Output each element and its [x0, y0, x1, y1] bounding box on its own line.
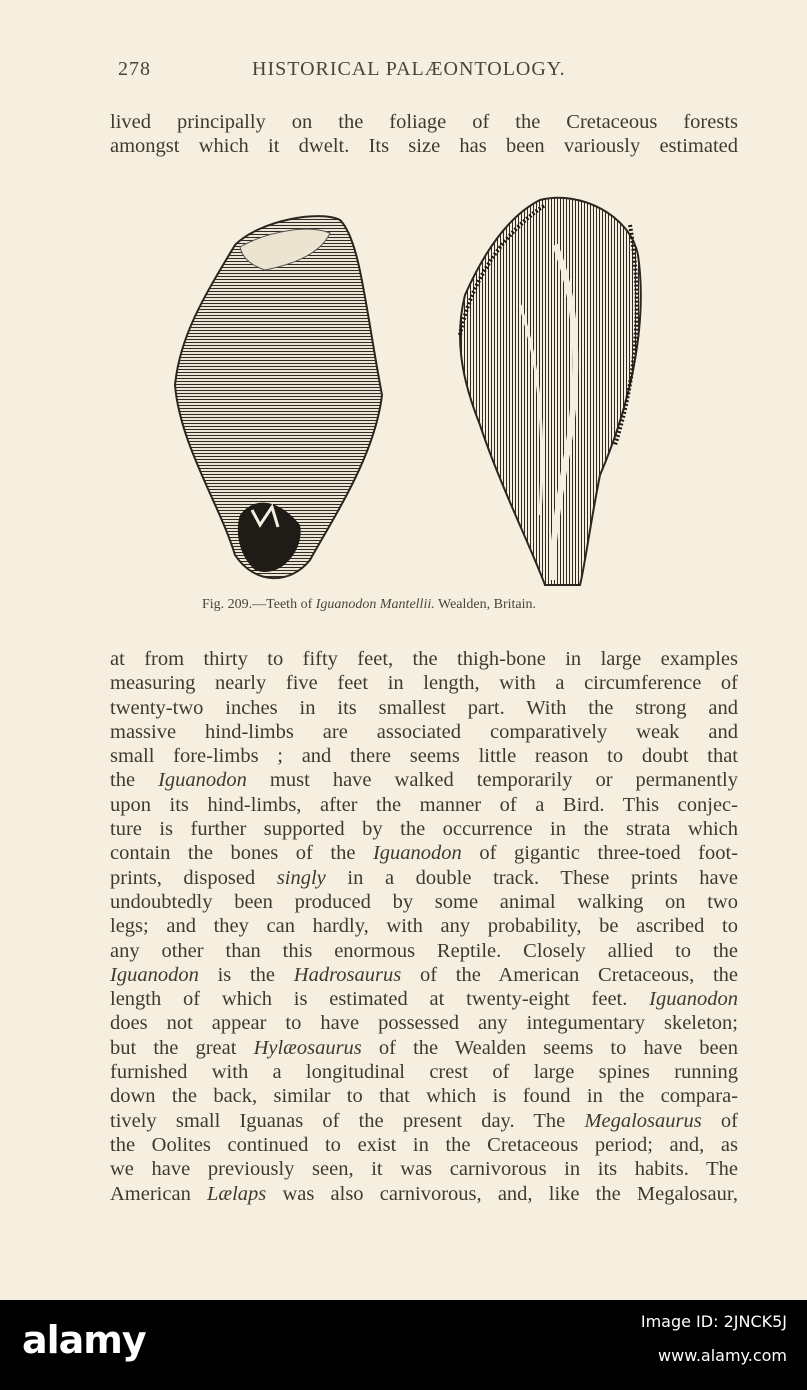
text-segment: any other than this enormous Reptile. Closely allied to the — [110, 939, 738, 962]
text-segment: massive hind-limbs are associated comparatively weak and — [110, 720, 738, 743]
text-line — [110, 1157, 738, 1181]
text-segment: furnished with a longitudinal crest of large spines running — [110, 1061, 738, 1084]
text-line — [110, 890, 738, 914]
running-title: HISTORICAL PALÆONTOLOGY. — [252, 58, 566, 80]
text-line: lived principally on the foliage of the Cretaceous forests — [110, 111, 738, 133]
text-segment: length of which is estimated at twenty-eight feet. — [110, 988, 650, 1011]
text-segment: was also carnivorous, and, like the Megalosaur, — [266, 1182, 738, 1205]
italic-term: Hylæosaurus — [253, 1036, 362, 1059]
iguanodon-teeth-illustration — [160, 185, 660, 595]
text-segment: legs; and they can hardly, with any probability, be ascribed to — [110, 915, 738, 938]
tooth-right — [460, 198, 641, 585]
text-line — [110, 987, 738, 1011]
text-line — [110, 817, 738, 841]
text-segment: at from thirty to fifty feet, the thigh-bone in large examples — [110, 648, 738, 670]
figure-caption — [202, 597, 662, 613]
text-segment: twenty-two inches in its smallest part. With the strong and — [110, 696, 738, 719]
text-line — [110, 1011, 738, 1035]
text-segment: the Oolites continued to exist in the Cretaceous period; and, as — [110, 1133, 738, 1156]
italic-term: Iguanodon — [110, 963, 199, 986]
text-line — [110, 696, 738, 720]
italic-term: Lælaps — [207, 1182, 267, 1205]
italic-term: Iguanodon — [649, 988, 738, 1011]
italic-term: singly — [276, 866, 326, 889]
text-line — [110, 866, 738, 890]
text-segment: of the Wealden seems to have been — [361, 1036, 738, 1059]
text-segment: but the great — [110, 1036, 254, 1059]
text-line — [110, 963, 738, 987]
text-segment: small fore-limbs ; and there seems little reason to doubt that — [110, 745, 738, 768]
page-number: 278 — [118, 58, 151, 80]
text-segment: ture is further supported by the occurrence in the strata which — [110, 818, 738, 841]
tooth-left — [175, 216, 382, 578]
image-id: Image ID: 2JNCK5J — [640, 1312, 787, 1331]
brand-logo: alamy — [22, 1318, 146, 1362]
caption-species: Iguanodon Mantellii. — [315, 597, 435, 612]
body-paragraph — [110, 647, 738, 1206]
text-segment: measuring nearly five feet in length, with a circumference of — [110, 672, 738, 695]
text-segment: of gigantic three-toed foot- — [461, 842, 738, 865]
caption-prefix: Fig. 209.—Teeth of — [202, 597, 316, 612]
text-segment: down the back, similar to that which is found in the compara- — [110, 1085, 738, 1108]
text-line — [110, 1109, 738, 1133]
text-segment: prints, disposed — [110, 866, 277, 889]
stock-footer-bar — [0, 1300, 807, 1390]
text-segment: of the American Cretaceous, the — [401, 963, 738, 986]
text-segment: the — [110, 769, 159, 792]
text-line — [110, 1084, 738, 1108]
text-line — [110, 1036, 738, 1060]
text-line — [110, 647, 738, 671]
text-line — [110, 793, 738, 817]
top-paragraph — [110, 110, 738, 159]
text-segment: we have previously seen, it was carnivorous in its habits. The — [110, 1158, 738, 1181]
text-line — [110, 744, 738, 768]
text-line — [110, 1060, 738, 1084]
page-header — [118, 58, 738, 88]
text-segment: American — [110, 1182, 208, 1205]
text-line — [110, 671, 738, 695]
text-segment: of — [701, 1109, 738, 1132]
italic-term: Iguanodon — [158, 769, 247, 792]
text-line — [110, 720, 738, 744]
text-segment: is the — [198, 963, 294, 986]
text-segment: tively small Iguanas of the present day. The — [110, 1109, 585, 1132]
text-segment: must have walked temporarily or permanently — [246, 769, 739, 792]
caption-suffix: Wealden, Britain. — [434, 597, 536, 612]
text-line — [110, 841, 738, 865]
site-url: www.alamy.com — [658, 1346, 787, 1365]
text-segment: does not appear to have possessed any integumentary skeleton; — [110, 1012, 738, 1035]
italic-term: Hadrosaurus — [293, 963, 402, 986]
text-segment: undoubtedly been produced by some animal walking on two — [110, 890, 738, 913]
text-segment: contain the bones of the — [110, 842, 373, 865]
text-line — [110, 768, 738, 792]
italic-term: Megalosaurus — [584, 1109, 702, 1132]
text-segment: upon its hind-limbs, after the manner of a Bird. This conjec- — [110, 793, 738, 816]
text-line: amongst which it dwelt. Its size has been variously estimated — [110, 135, 738, 158]
text-line — [110, 1182, 738, 1206]
text-line — [110, 914, 738, 938]
italic-term: Iguanodon — [372, 842, 462, 865]
text-line — [110, 939, 738, 963]
text-line — [110, 1133, 738, 1157]
text-segment: in a double track. These prints have — [325, 866, 739, 889]
